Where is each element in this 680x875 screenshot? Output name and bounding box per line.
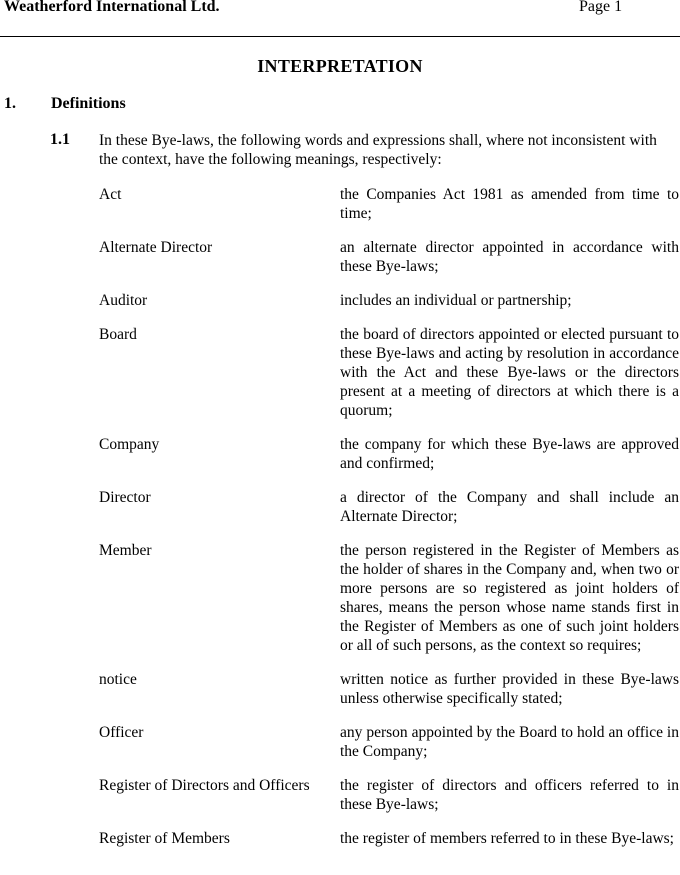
company-name: Weatherford International Ltd. bbox=[4, 0, 220, 15]
page-header bbox=[0, 0, 680, 18]
definition-meaning: the company for which these Bye-laws are approved and confirmed; bbox=[340, 436, 679, 472]
definition-term: Act bbox=[99, 186, 122, 203]
definition-meaning: the Companies Act 1981 as amended from time to time; bbox=[340, 186, 679, 222]
definition-row bbox=[99, 829, 680, 848]
page-number: Page 1 bbox=[579, 0, 623, 15]
section-number: 1. bbox=[4, 95, 16, 112]
definition-meaning: written notice as further provided in these Bye-laws unless otherwise specifically stated; bbox=[340, 671, 679, 707]
definition-term: Board bbox=[99, 326, 137, 343]
subsection-number: 1.1 bbox=[50, 131, 70, 148]
definition-meaning: any person appointed by the Board to hold an office in the Company; bbox=[340, 724, 679, 760]
definition-term: Auditor bbox=[99, 292, 148, 309]
definition-term: Register of Directors and Officers bbox=[99, 777, 310, 794]
definition-term: Director bbox=[99, 489, 151, 506]
definition-meaning: the register of members referred to in these Bye-laws; bbox=[340, 830, 674, 847]
definition-row bbox=[99, 776, 680, 814]
definition-row bbox=[99, 670, 680, 708]
definition-row bbox=[99, 723, 680, 761]
definition-meaning: the register of directors and officers referred to in these Bye-laws; bbox=[340, 777, 679, 813]
subsection-text: In these Bye-laws, the following words and expressions shall, where not inconsistent with the context, have the following meanings, respectively: bbox=[99, 132, 657, 168]
definition-term: notice bbox=[99, 671, 137, 688]
definition-row bbox=[99, 185, 680, 223]
definition-meaning: the person registered in the Register of Members as the holder of shares in the Company and, when two or more persons are so registered as joint holders of shares, means the person whose name stands first in the Register of Members as one of such joint holders or all of such persons, as the context so requires; bbox=[340, 542, 679, 654]
definition-term: Register of Members bbox=[99, 830, 230, 847]
definition-meaning: an alternate director appointed in accordance with these Bye-laws; bbox=[340, 239, 679, 275]
definition-row bbox=[99, 325, 680, 420]
header-divider bbox=[0, 36, 680, 37]
definition-row bbox=[99, 291, 680, 310]
definition-row bbox=[99, 435, 680, 473]
definition-meaning: includes an individual or partnership; bbox=[340, 292, 572, 309]
section-title: Definitions bbox=[51, 95, 126, 112]
definition-term: Company bbox=[99, 436, 160, 453]
definition-term: Member bbox=[99, 542, 152, 559]
definition-meaning: a director of the Company and shall include an Alternate Director; bbox=[340, 489, 679, 525]
definition-term: Officer bbox=[99, 724, 144, 741]
definition-row bbox=[99, 488, 680, 526]
page-title: INTERPRETATION bbox=[257, 56, 423, 76]
definitions-list bbox=[99, 185, 680, 863]
definition-term: Alternate Director bbox=[99, 239, 213, 256]
definition-row bbox=[99, 541, 680, 655]
definition-meaning: the board of directors appointed or elected pursuant to these Bye-laws and acting by resolution in accordance with the Act and these Bye-laws or the directors present at a meeting of directors at which there is a quorum; bbox=[340, 326, 679, 419]
definition-row bbox=[99, 238, 680, 276]
